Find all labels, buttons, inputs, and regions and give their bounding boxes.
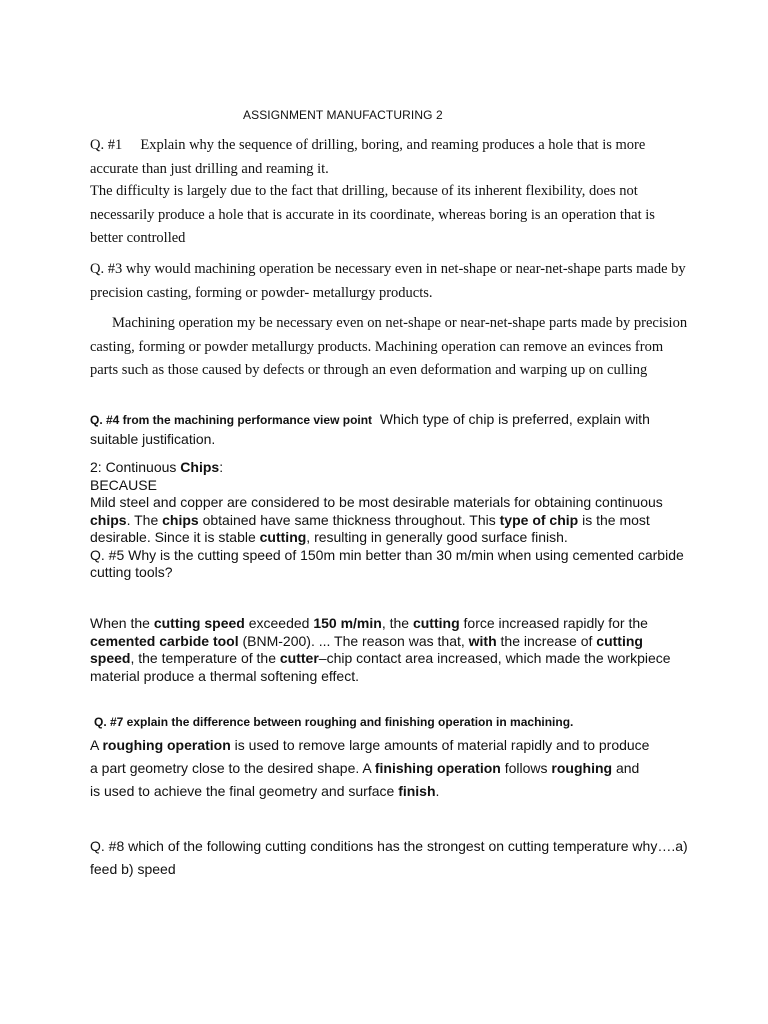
question-4 [90,410,690,449]
answer-7: A roughing operation is used to remove large amounts of material rapidly and to produce a part geometry close to the desired shape. A finishing operation follows roughing and is used to achieve the final geometry and surface finish. [90,737,650,799]
question-1 [90,134,690,181]
question-3-text: why would machining operation be necessary even in net-shape or near-net-shape parts made by precision casting, forming or powder- metallurgy products. [90,261,686,301]
question-8: Q. #8 which of the following cutting conditions has the strongest on cutting temperature why….a) feed b) speed [90,838,688,877]
question-4-text: Which type of chip is preferred, explain with suitable justification. [90,411,650,447]
answer-4 [90,459,690,582]
answer-3: Machining operation my be necessary even on net-shape or near-net-shape parts made by precision casting, forming or powder metallurgy products. Machining operation can remove an evinces from parts such as those caused by defects or through an even deformation and warping up on culling [90,315,688,378]
answer-5: When the cutting speed exceeded 150 m/min, the cutting force increased rapidly for the cemented carbide tool (BNM-200). ... The reason was that, with the increase of cutting speed, the temperature of the cutter–chip contact area increased, which made the workpiece material produce a thermal softening effect. [90,615,671,684]
question-3 [90,258,690,305]
document-title: ASSIGNMENT MANUFACTURING 2 [243,108,443,122]
question-1-label: Q. #1 [90,137,123,153]
answer-1: The difficulty is largely due to the fact that drilling, because of its inherent flexibility, does not necessarily produce a hole that is accurate in its coordinate, whereas boring is an operation that is better controlled [90,183,655,246]
answer-4-because: BECAUSE [90,476,157,493]
question-1-text: Explain why the sequence of drilling, boring, and reaming produces a hole that is more accurate than just drilling and reaming it. [90,137,646,177]
question-4-label: Q. #4 from the machining performance view point [90,413,373,427]
question-5: Q. #5 Why is the cutting speed of 150m min better than 30 m/min when using cemented carbide cutting tools? [90,546,684,580]
question-7: Q. #7 explain the difference between roughing and finishing operation in machining. [94,715,574,729]
answer-4-body: Mild steel and copper are considered to be most desirable materials for obtaining continuous chips. The chips obtained have same thickness throughout. This type of chip is the most desirable. Since it is stable cutting, resulting in generally good surface finish. [90,494,663,545]
answer-4-line1: 2: Continuous Chips: [90,459,224,475]
question-3-label: Q. #3 [90,261,123,277]
